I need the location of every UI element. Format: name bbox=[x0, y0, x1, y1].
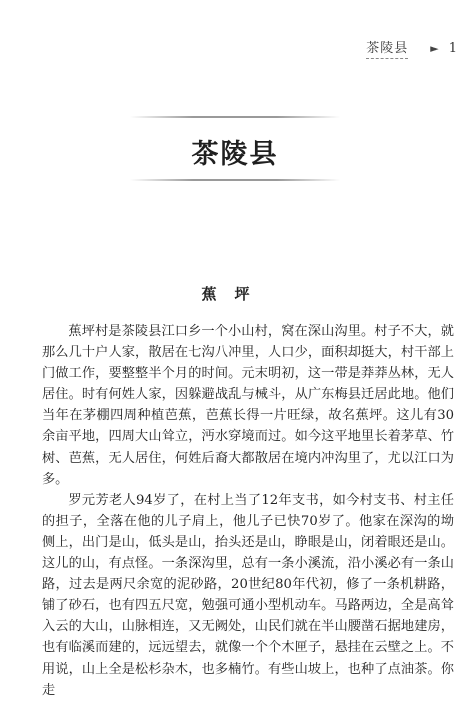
chapter-title: 茶陵县 bbox=[191, 139, 279, 170]
chapter-rule-bottom bbox=[130, 179, 340, 181]
running-header-title: 茶陵县 bbox=[366, 37, 408, 59]
chapter-heading bbox=[90, 116, 380, 186]
page-number: 1 bbox=[448, 40, 457, 56]
triangle-arrow-icon: ► bbox=[430, 41, 439, 55]
paragraph: 蕉坪村是茶陵县江口乡一个小山村，窝在深山沟里。村子不大，就那么几十户人家，散居在七沟八冲里，人口少，面积却挺大，村干部上门做工作，要整整半个月的时间。元末明初，这一带是莽莽丛林，无人居住。时有何姓人家，因躲避战乱与械斗，从广东梅县迁居此地。他们当年在茅棚四周种植芭蕉，芭蕉长得一片旺绿，故名蕉坪。这儿有30余亩平地，四周大山耸立，沔水穿境而过。如今这平地里长着茅草、竹树、芭蕉，无人居住，何姓后裔大都散居在境内冲沟里了，尤以江口为多。 bbox=[42, 324, 454, 487]
section-title: 蕉坪 bbox=[201, 285, 268, 303]
chapter-rule-top bbox=[130, 116, 340, 118]
paragraph: 罗元芳老人94岁了，在村上当了12年支书，如今村支书、村主任的担子，全落在他的儿子肩上，他儿子已快70岁了。他家在深沟的坳侧上，出门是山，低头是山，抬头还是山，睁眼是山，闭着眼还是山。这儿的山，有点怪。一条深沟里，总有一条小溪流，沿小溪必有一条山路，过去是两尺余宽的泥砂路，20世纪80年代初，修了一条机耕路，铺了砂石，也有四五尺宽，勉强可通小型机动车。马路两边，全是高耸入云的大山，山脉相连，又无阙处，山民们就在半山腰凿石据地建房，也有临溪而建的，远远望去，就像一个个木匣子，悬挂在云壁之上。不用说，山上全是松杉杂木，也多楠竹。有些山坡上，也种了点油茶。你走 bbox=[42, 492, 454, 698]
running-header bbox=[366, 37, 457, 59]
body-text bbox=[42, 321, 454, 701]
